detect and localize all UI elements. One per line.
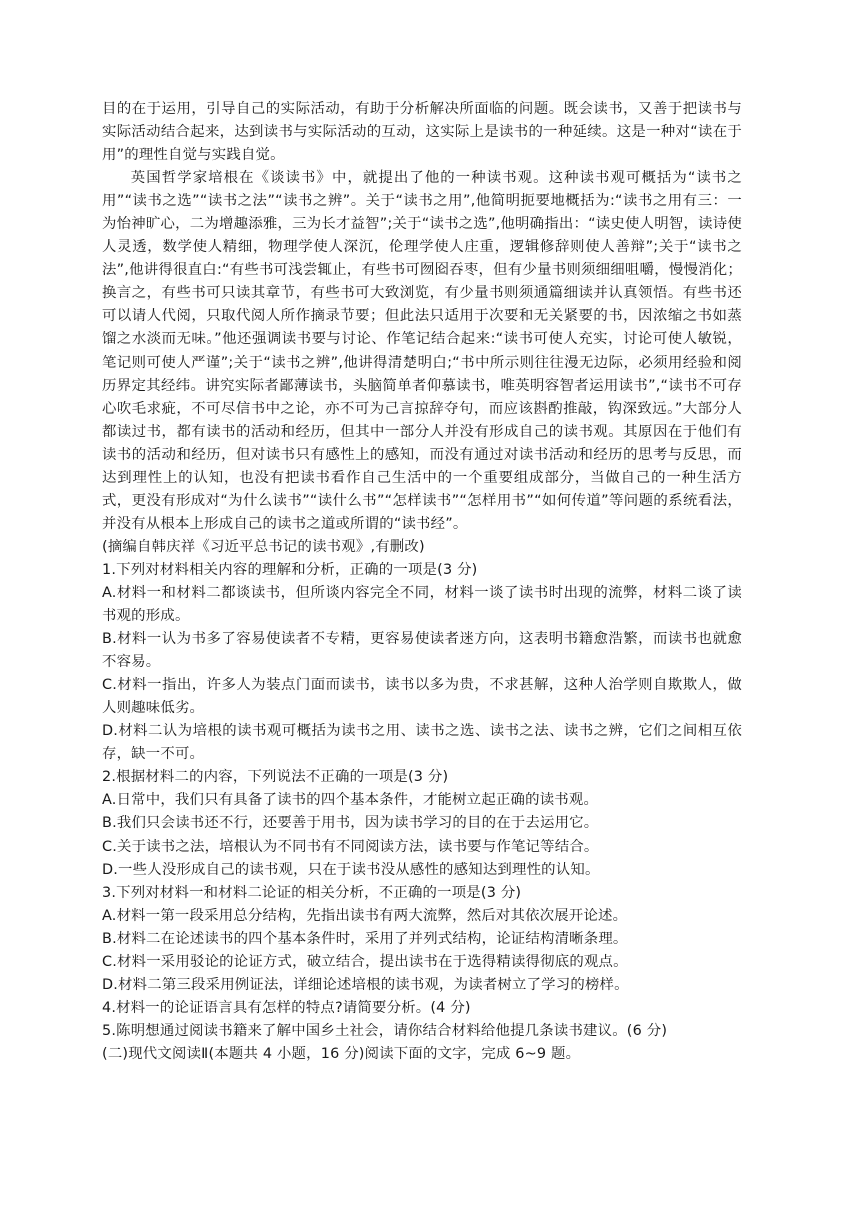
question-1-option-b: B.材料一认为书多了容易使读者不专精，更容易使读者迷方向，这表明书籍愈浩繁，而读书也就愈不容易。 <box>102 631 742 671</box>
document-page <box>102 98 742 1066</box>
question-1-option-d: D.材料二认为培根的读书观可概括为读书之用、读书之选、读书之法、读书之辨，它们之间相互依存，缺一不可。 <box>102 723 742 763</box>
question-2-option-a: A.日常中，我们只有具备了读书的四个基本条件，才能树立起正确的读书观。 <box>102 792 599 809</box>
question-4: 4.材料一的论证语言具有怎样的特点?请简要分析。(4 分) <box>102 999 471 1016</box>
section-heading: (二)现代文阅读Ⅱ(本题共 4 小题，16 分)阅读下面的文字，完成 6~9 题。 <box>102 1045 581 1062</box>
question-3-option-d: D.材料二第三段采用例证法，详细论述培根的读书观，为读者树立了学习的榜样。 <box>102 976 629 993</box>
paragraph-continuation: 目的在于运用，引导自己的实际活动，有助于分析解决所面临的问题。既会读书，又善于把读书与实际活动结合起来，达到读书与实际活动的互动，这实际上是读书的一种延续。这是一种对“读在于用”的理性自觉与实践自觉。 <box>102 101 742 164</box>
question-2: 2.根据材料二的内容，下列说法不正确的一项是(3 分) <box>102 769 449 786</box>
question-2-option-b: B.我们只会读书还不行，还要善于用书，因为读书学习的目的在于去运用它。 <box>102 815 599 832</box>
question-2-option-c: C.关于读书之法，培根认为不同书有不同阅读方法，读书要与作笔记等结合。 <box>102 838 599 855</box>
question-3-option-c: C.材料一采用驳论的论证方式，破立结合，提出读书在于选得精读得彻底的观点。 <box>102 953 628 970</box>
source-citation: (摘编自韩庆祥《习近平总书记的读书观》,有删改) <box>102 538 425 555</box>
question-1: 1.下列对材料相关内容的理解和分析，正确的一项是(3 分) <box>102 561 478 578</box>
question-3-option-a: A.材料一第一段采用总分结构，先指出读书有两大流弊，然后对其依次展开论述。 <box>102 907 628 924</box>
question-1-option-c: C.材料一指出，许多人为装点门面而读书，读书以多为贵，不求甚解，这种人治学则自欺欺人，做人则趣味低劣。 <box>102 677 742 717</box>
question-1-option-a: A.材料一和材料二都谈读书，但所谈内容完全不同，材料一谈了读书时出现的流弊，材料二谈了读书观的形成。 <box>102 584 742 625</box>
paragraph-bacon-reading-view: 英国哲学家培根在《谈读书》中，就提出了他的一种读书观。这种读书观可概括为“读书之用”“读书之选”“读书之法”“读书之辨”。关于“读书之用”,他简明扼要地概括为:“读书之用有三：一为怡神旷心，二为增趣添雅，三为长才益智”;关于“读书之选”,他明确指出：“读史使人明智，读诗使人灵透，数学使人精细，物理学使人深沉，伦理学使人庄重，逻辑修辞则使人善辩”;关于“读书之法”,他讲得很直白:“有些书可浅尝辄止，有些书可囫囵吞枣，但有少量书则须细细咀嚼，慢慢消化；换言之，有些书可只读其章节，有些书可大致浏览，有少量书则须通篇细读并认真领悟。有些书还可以请人代阅，只取代阅人所作摘录节要；但此法只适用于次要和无关紧要的书，因浓缩之书如蒸馏之水淡而无味。”他还强调读书要与讨论、作笔记结合起来:“读书可使人充实，讨论可使人敏锐，笔记则可使人严谨”;关于“读书之辨”,他讲得清楚明白;“书中所示则往往漫无边际，必须用经验和阅历界定其经纬。讲究实际者鄙薄读书，头脑简单者仰慕读书，唯英明容智者运用读书”,“读书不可存心吹毛求疵，不可尽信书中之论，亦不可为己言掠辞夺句，而应该斟酌推敲，钩深致远。”大部分人都读过书，都有读书的活动和经历，但其中一部分人并没有形成自己的读书观。其原因在于他们有读书的活动和经历，但对读书只有感性上的感知，而没有通过对读书活动和经历的思考与反思，而达到理性上的认知，也没有把读书看作自己生活中的一个重要组成部分，当做自己的一种生活方式，更没有形成对“为什么读书”“读什么书”“怎样读书”“怎样用书”“如何传道”等问题的系统看法，并没有从根本上形成自己的读书之道或所谓的“读书经”。 <box>102 170 742 532</box>
question-2-option-d: D.一些人没形成自己的读书观，只在于读书没从感性的感知达到理性的认知。 <box>102 861 600 878</box>
question-5: 5.陈明想通过阅读书籍来了解中国乡土社会，请你结合材料给他提几条读书建议。(6 分) <box>102 1022 668 1039</box>
question-3: 3.下列对材料一和材料二论证的相关分析，不正确的一项是(3 分) <box>102 884 522 901</box>
question-3-option-b: B.材料二在论述读书的四个基本条件时，采用了并列式结构，论证结构清晰条理。 <box>102 930 628 947</box>
